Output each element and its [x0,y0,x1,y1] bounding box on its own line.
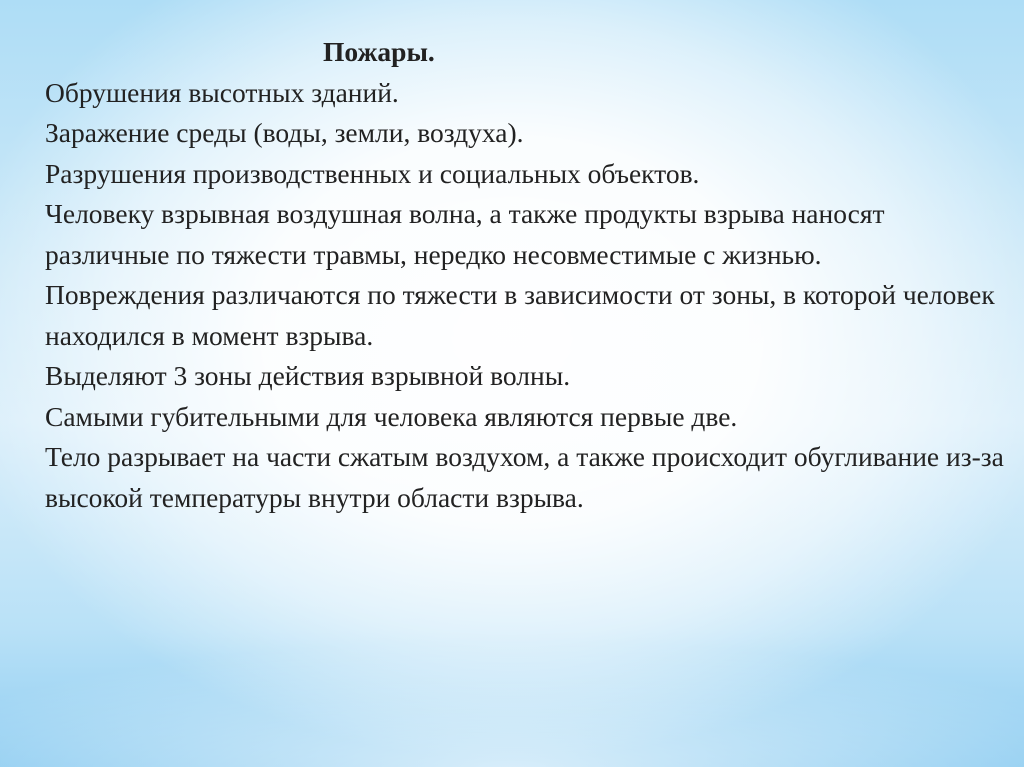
text-line-first-two: Самыми губительными для человека являются первые две. [45,400,738,432]
text-line-body-damage: Тело разрывает на части сжатым воздухом, а также происходит обугливание из-за высокой температуры внутри области взрыва. [45,441,1004,513]
text-line-collapses: Обрушения высотных зданий. [45,76,399,108]
text-line-three-zones: Выделяют 3 зоны действия взрывной волны. [45,360,571,391]
text-line-contamination: Заражение среды (воды, земли, воздуха). [45,117,524,148]
slide-title: Пожары. [323,36,435,67]
text-line-destruction: Разрушения производственных и социальных объектов. [45,157,700,189]
background-glow [0,560,1024,767]
text-line-blast-injuries: Человеку взрывная воздушная волна, а также продукты взрыва наносят различные по тяжести травмы, нередко несовместимые с жизнью. [45,198,885,270]
slide-text-block [45,32,1005,518]
text-line-injury-zones: Повреждения различаются по тяжести в зависимости от зоны, в которой человек находился в момент взрыва. [45,279,995,351]
